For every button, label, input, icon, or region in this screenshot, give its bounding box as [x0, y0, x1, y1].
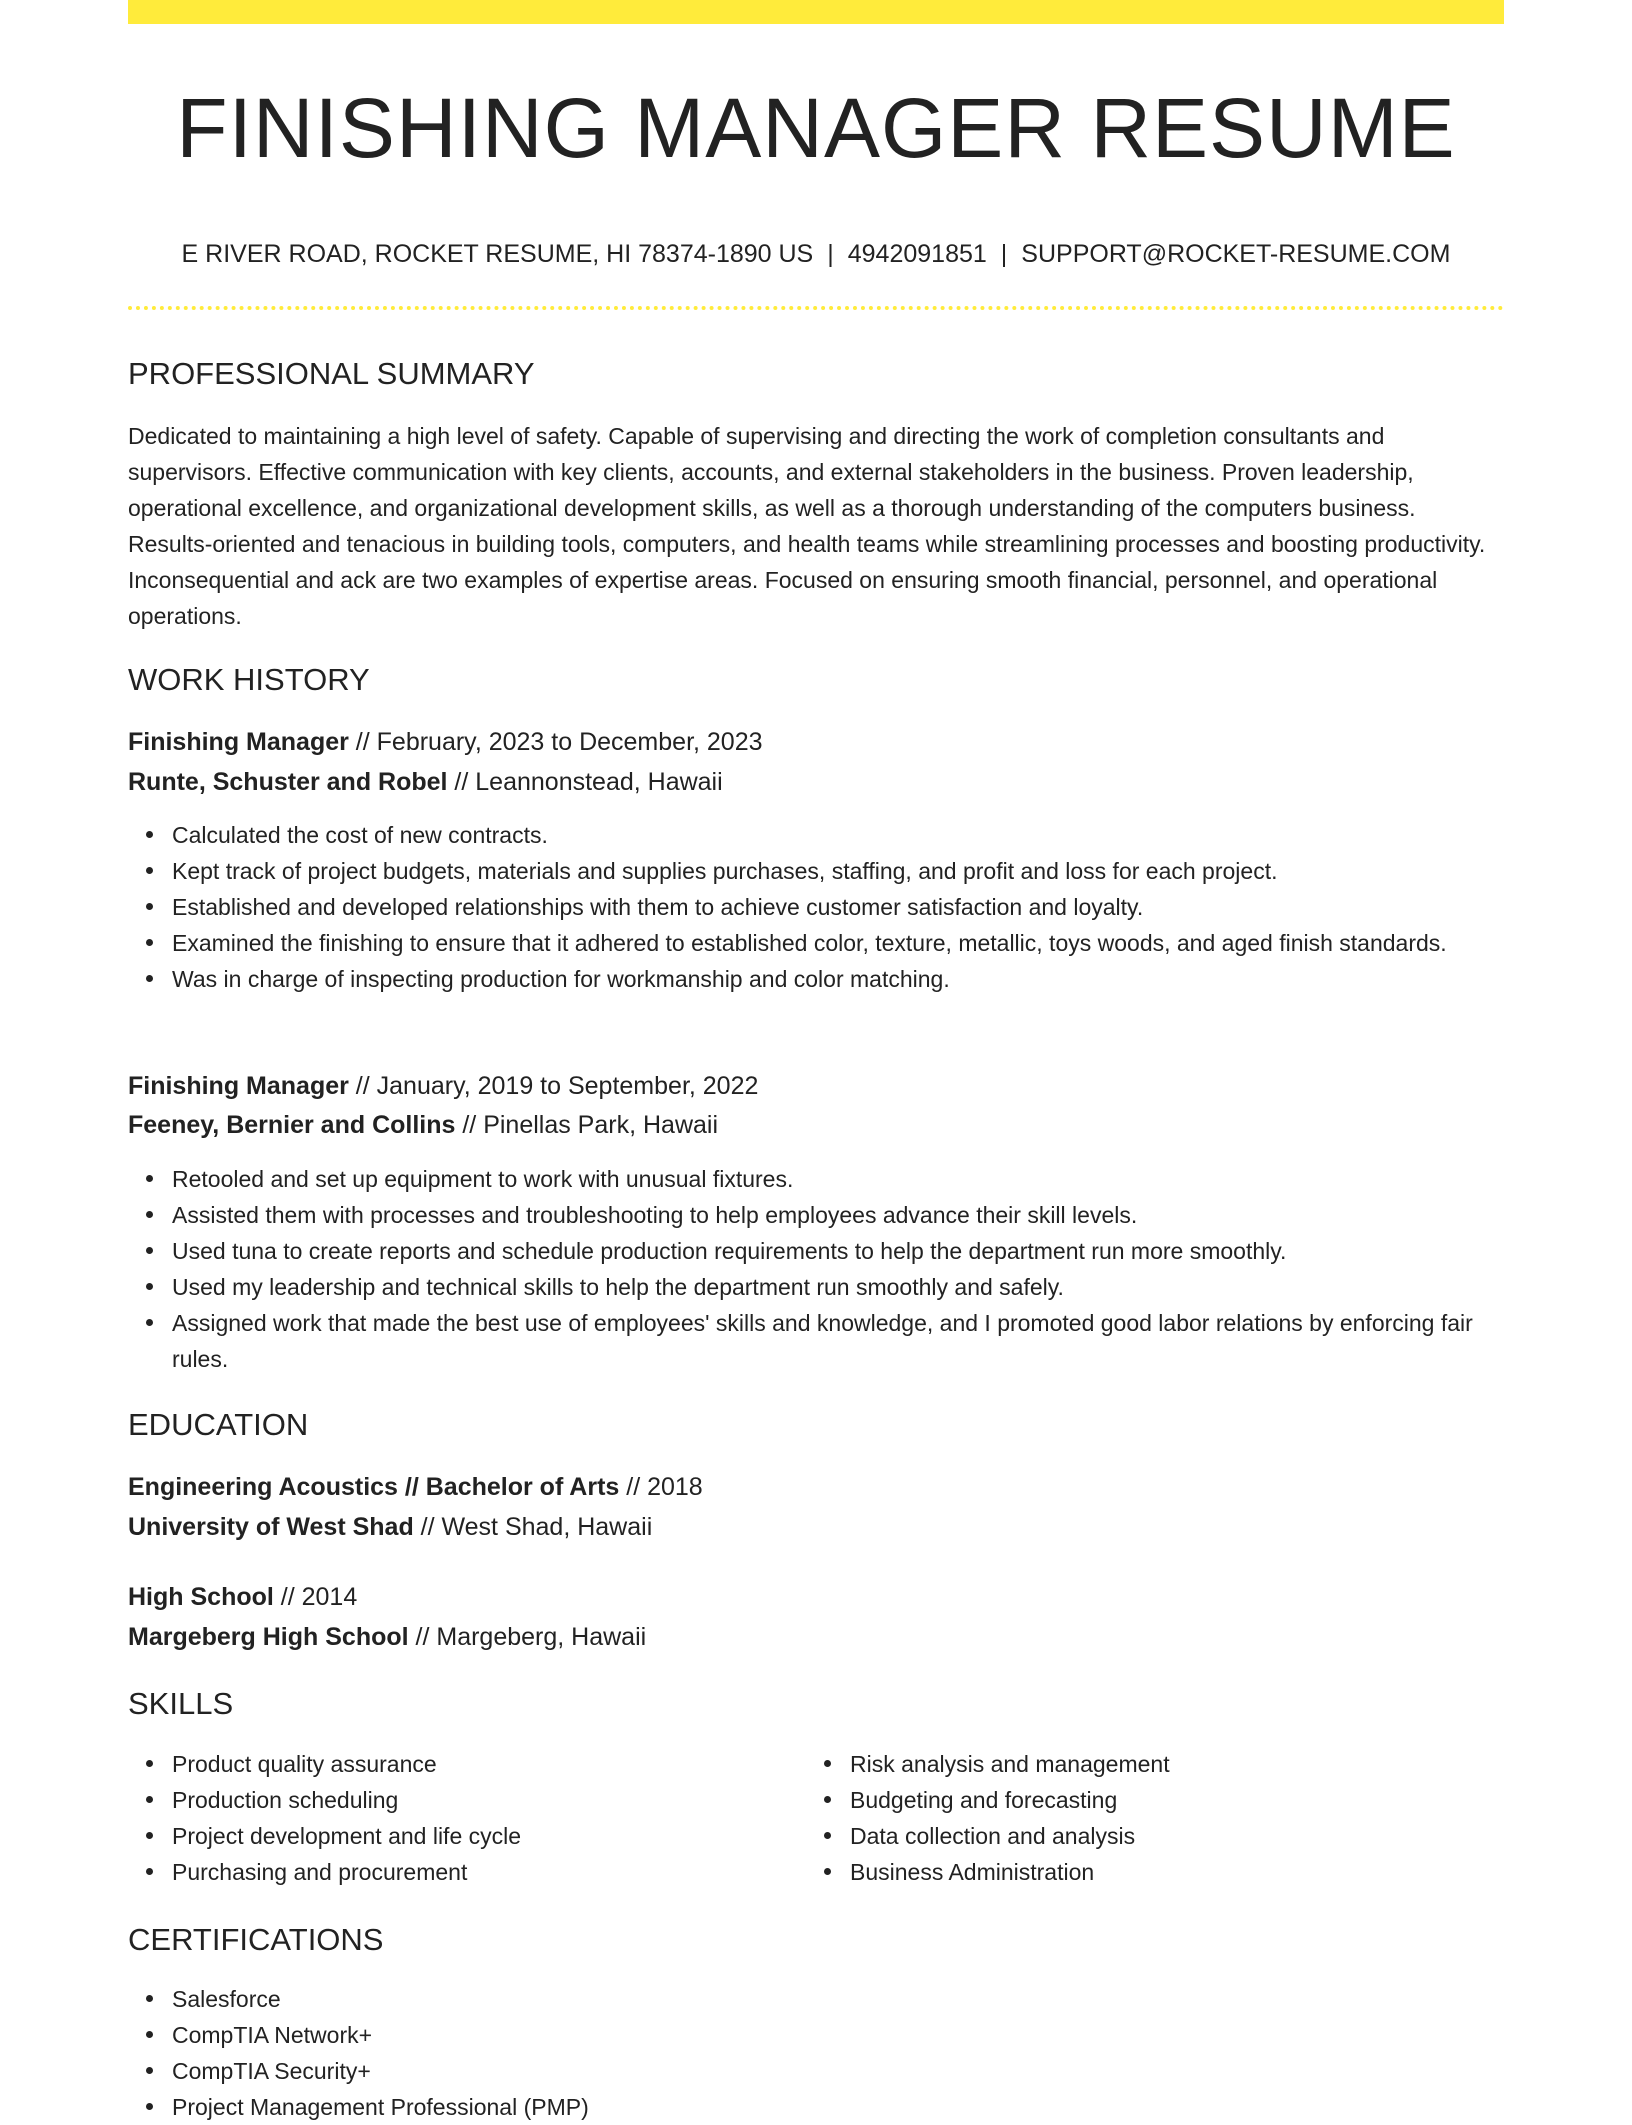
list-item: Was in charge of inspecting production for workmanship and color matching.: [172, 961, 1504, 997]
resume-title: FINISHING MANAGER RESUME: [176, 81, 1456, 175]
list-item: Examined the finishing to ensure that it adhered to established color, texture, metallic, toys woods, and aged finish standards.: [172, 925, 1504, 961]
contact-address: E RIVER ROAD, ROCKET RESUME, HI 78374-1890 US: [181, 240, 814, 268]
list-item: Assigned work that made the best use of employees' skills and knowledge, and I promoted good labor relations by enforcing fair rules.: [172, 1305, 1504, 1377]
job-location: // Leannonstead, Hawaii: [447, 768, 723, 796]
job-bullets: [128, 1161, 1504, 1377]
list-item: Kept track of project budgets, materials and supplies purchases, staffing, and profit and loss for each project.: [172, 853, 1504, 889]
job-role: Finishing Manager: [128, 1072, 349, 1100]
contact-line: [128, 236, 1504, 272]
job-company-line: [128, 1107, 718, 1143]
skill-item: Product quality assurance: [172, 1746, 792, 1782]
header-divider: [128, 306, 1504, 310]
certification-item: Project Management Professional (PMP): [172, 2089, 1504, 2125]
contact-separator: |: [827, 240, 834, 268]
job-title-line: [128, 1068, 758, 1104]
skill-item: Project development and life cycle: [172, 1818, 792, 1854]
job-dates: // February, 2023 to December, 2023: [348, 728, 763, 756]
section-title-work-history: WORK HISTORY: [128, 662, 370, 697]
skill-item: Purchasing and procurement: [172, 1854, 792, 1890]
list-item: Calculated the cost of new contracts.: [172, 817, 1504, 853]
job-location: // Pinellas Park, Hawaii: [455, 1111, 719, 1139]
list-item: Established and developed relationships with them to achieve customer satisfaction and loyalty.: [172, 889, 1504, 925]
job-dates: // January, 2019 to September, 2022: [348, 1072, 759, 1100]
job-title-line: [128, 724, 763, 760]
job-company-line: [128, 764, 723, 800]
skills-right-column: [806, 1746, 1504, 1890]
education-year: // 2014: [273, 1583, 358, 1611]
accent-top-bar: [128, 0, 1504, 24]
education-school: Margeberg High School: [128, 1623, 409, 1651]
education-school-line: [128, 1619, 646, 1655]
education-degree-line: [128, 1579, 357, 1615]
certification-item: CompTIA Security+: [172, 2053, 1504, 2089]
contact-separator: |: [1000, 240, 1008, 268]
job-bullets: [128, 817, 1504, 997]
list-item: Used my leadership and technical skills to help the department run smoothly and safely.: [172, 1269, 1504, 1305]
education-year: // 2018: [619, 1473, 703, 1501]
skill-item: Production scheduling: [172, 1782, 792, 1818]
certification-item: Salesforce: [172, 1981, 1504, 2017]
contact-email: SUPPORT@ROCKET-RESUME.COM: [1021, 240, 1451, 268]
education-school: University of West Shad: [128, 1513, 414, 1541]
skills-left-column: [128, 1746, 792, 1890]
section-title-skills: SKILLS: [128, 1686, 234, 1721]
skill-item: Budgeting and forecasting: [850, 1782, 1504, 1818]
job-company: Feeney, Bernier and Collins: [128, 1111, 456, 1139]
list-item: Assisted them with processes and troubleshooting to help employees advance their skill levels.: [172, 1197, 1504, 1233]
education-school-line: [128, 1509, 652, 1545]
section-title-education: EDUCATION: [128, 1407, 309, 1442]
job-role: Finishing Manager: [128, 728, 349, 756]
resume-page: [128, 0, 1504, 2120]
education-degree-line: [128, 1469, 703, 1505]
education-degree: Engineering Acoustics // Bachelor of Arts: [128, 1473, 620, 1501]
contact-phone: 4942091851: [847, 240, 987, 268]
skill-item: Risk analysis and management: [850, 1746, 1504, 1782]
education-location: // West Shad, Hawaii: [413, 1513, 653, 1541]
skill-item: Data collection and analysis: [850, 1818, 1504, 1854]
education-location: // Margeberg, Hawaii: [408, 1623, 647, 1651]
section-title-summary: PROFESSIONAL SUMMARY: [128, 356, 535, 391]
list-item: Used tuna to create reports and schedule production requirements to help the department run more smoothly.: [172, 1233, 1504, 1269]
list-item: Retooled and set up equipment to work with unusual fixtures.: [172, 1161, 1504, 1197]
skill-item: Business Administration: [850, 1854, 1504, 1890]
education-degree: High School: [128, 1583, 274, 1611]
summary-text: Dedicated to maintaining a high level of safety. Capable of supervising and directing the work of completion consultants and supervisors. Effective communication with key clients, accounts, and external stakeholders in the business. Proven leadership, operational excellence, and organizational development skills, as well as a thorough understanding of the computers business. Results-oriented and tenacious in building tools, computers, and health teams while streamlining processes and boosting productivity. Inconsequential and ack are two examples of expertise areas. Focused on ensuring smooth financial, personnel, and operational operations.: [128, 423, 1486, 629]
section-title-certifications: CERTIFICATIONS: [128, 1922, 384, 1957]
job-company: Runte, Schuster and Robel: [128, 768, 448, 796]
certifications-list: [128, 1981, 1504, 2125]
certification-item: CompTIA Network+: [172, 2017, 1504, 2053]
